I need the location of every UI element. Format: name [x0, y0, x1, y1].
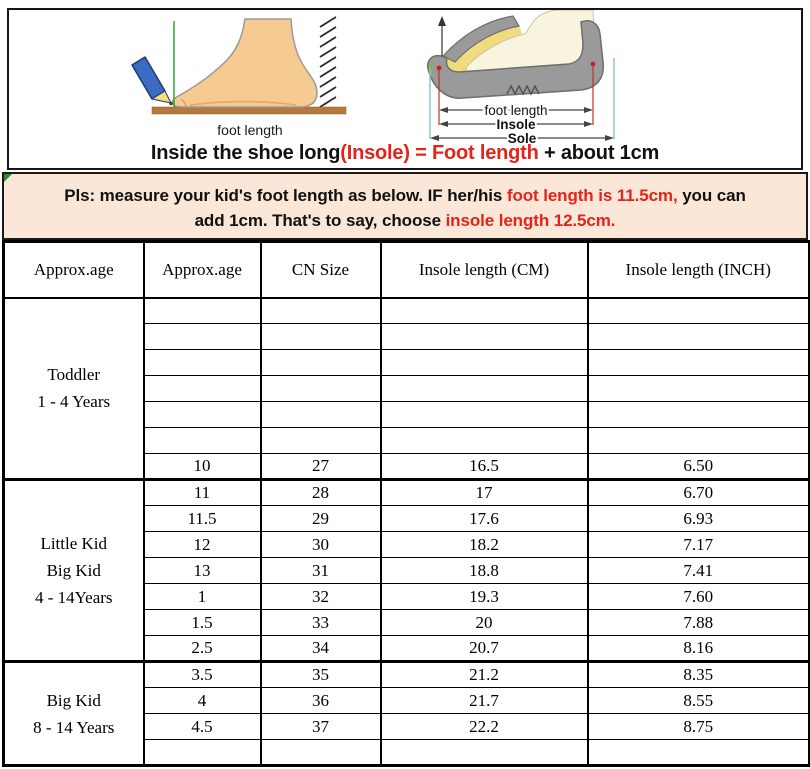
cell-insole-inch	[588, 324, 810, 350]
cell-insole-cm	[381, 298, 588, 324]
age-group-line: 4 - 14Years	[34, 588, 113, 607]
cell-age: 1.5	[144, 610, 261, 636]
cell-insole-inch: 7.17	[588, 532, 810, 558]
table-row	[4, 662, 810, 688]
cell-cn-size: 29	[261, 506, 381, 532]
comment-marker-icon	[4, 174, 12, 182]
header-approx-age-2: Approx.age	[144, 242, 261, 298]
svg-text:Insole: Insole	[496, 117, 536, 132]
shoe-cross-section-illustration	[421, 10, 626, 146]
cell-insole-cm: 17	[381, 480, 588, 506]
cell-age	[144, 402, 261, 428]
cell-age: 12	[144, 532, 261, 558]
cell-insole-cm: 21.7	[381, 688, 588, 714]
cell-age: 2.5	[144, 636, 261, 662]
cell-insole-inch	[588, 428, 810, 454]
cell-age	[144, 740, 261, 766]
cell-cn-size: 37	[261, 714, 381, 740]
cell-age: 4.5	[144, 714, 261, 740]
age-group-toddler	[4, 298, 144, 480]
cell-age: 13	[144, 558, 261, 584]
cell-age	[144, 324, 261, 350]
cell-cn-size: 35	[261, 662, 381, 688]
cell-insole-inch	[588, 740, 810, 766]
cell-insole-cm	[381, 324, 588, 350]
up-arrow-icon	[438, 16, 446, 56]
cell-age: 11.5	[144, 506, 261, 532]
header-insole-cm: Insole length (CM)	[381, 242, 588, 298]
cell-age	[144, 428, 261, 454]
cell-insole-cm: 17.6	[381, 506, 588, 532]
cell-insole-cm	[381, 402, 588, 428]
cell-insole-cm: 18.8	[381, 558, 588, 584]
cell-cn-size	[261, 324, 381, 350]
cell-insole-cm: 21.2	[381, 662, 588, 688]
header-insole-inch: Insole length (INCH)	[588, 242, 810, 298]
notice-text: add 1cm. That's to say, choose	[194, 211, 446, 230]
cell-age: 3.5	[144, 662, 261, 688]
cell-cn-size: 33	[261, 610, 381, 636]
pencil-icon	[132, 57, 173, 105]
age-group-line: Toddler	[47, 365, 101, 385]
cell-age: 1	[144, 584, 261, 610]
notice-text-red: foot length is 11.5cm,	[506, 186, 678, 205]
cell-cn-size: 31	[261, 558, 381, 584]
foot-length-caption: foot length	[217, 122, 283, 138]
cell-insole-inch: 6.70	[588, 480, 810, 506]
cell-insole-cm: 20.7	[381, 636, 588, 662]
formula-text-black2: + about 1cm	[538, 142, 660, 164]
cell-cn-size	[261, 376, 381, 402]
wall-hatch-icon	[320, 17, 336, 107]
formula-text-red: (Insole) = Foot length	[340, 142, 539, 164]
cell-cn-size: 30	[261, 532, 381, 558]
notice-line-1	[4, 183, 806, 208]
cell-cn-size	[261, 298, 381, 324]
foot-icon	[172, 19, 317, 107]
cell-insole-inch	[588, 376, 810, 402]
cell-insole-cm	[381, 350, 588, 376]
age-group-little-kid	[4, 480, 144, 662]
cell-cn-size	[261, 428, 381, 454]
cell-insole-inch: 7.41	[588, 558, 810, 584]
cell-insole-inch	[588, 350, 810, 376]
age-group-line: 8 - 14 Years	[33, 717, 115, 737]
cell-insole-cm: 18.2	[381, 532, 588, 558]
cell-age: 4	[144, 688, 261, 714]
cell-cn-size	[261, 740, 381, 766]
toe-marker-dot	[437, 66, 442, 71]
cell-age: 10	[144, 454, 261, 480]
cell-insole-inch: 7.88	[588, 610, 810, 636]
cell-insole-cm: 22.2	[381, 714, 588, 740]
svg-text:Sole: Sole	[507, 131, 537, 146]
svg-text:foot length: foot length	[484, 103, 548, 118]
age-group-big-kid	[4, 662, 144, 766]
cell-insole-inch: 8.16	[588, 636, 810, 662]
cell-insole-cm: 20	[381, 610, 588, 636]
insole-formula	[9, 142, 801, 165]
cell-cn-size: 28	[261, 480, 381, 506]
table-header-row	[4, 242, 810, 298]
age-group-line: Little Kid	[40, 534, 108, 553]
cell-cn-size	[261, 402, 381, 428]
heel-marker-dot	[591, 62, 596, 67]
cell-insole-inch	[588, 298, 810, 324]
measurement-illustration-panel	[7, 8, 803, 170]
insole-dimension	[439, 117, 593, 132]
measurement-notice	[2, 172, 808, 240]
header-approx-age-1: Approx.age	[4, 242, 144, 298]
notice-line-2	[4, 208, 806, 233]
cell-insole-inch: 8.75	[588, 714, 810, 740]
cell-cn-size: 32	[261, 584, 381, 610]
cell-insole-inch: 6.93	[588, 506, 810, 532]
cell-cn-size: 36	[261, 688, 381, 714]
age-group-line: Big Kid	[46, 561, 101, 580]
table-row	[4, 298, 810, 324]
cell-insole-cm: 19.3	[381, 584, 588, 610]
cell-insole-inch: 8.35	[588, 662, 810, 688]
cell-insole-cm: 16.5	[381, 454, 588, 480]
cell-insole-inch	[588, 402, 810, 428]
cell-cn-size: 34	[261, 636, 381, 662]
cell-age	[144, 376, 261, 402]
cell-cn-size	[261, 350, 381, 376]
cell-insole-inch: 6.50	[588, 454, 810, 480]
notice-text: you can	[677, 186, 746, 205]
table-row	[4, 480, 810, 506]
cell-insole-inch: 7.60	[588, 584, 810, 610]
cell-cn-size: 27	[261, 454, 381, 480]
age-group-line: Big Kid	[46, 690, 101, 710]
size-chart-table	[2, 240, 810, 767]
cell-age	[144, 298, 261, 324]
foot-length-dimension	[439, 103, 593, 118]
age-group-line: 1 - 4 Years	[37, 392, 111, 412]
cell-insole-cm	[381, 428, 588, 454]
cell-insole-inch: 8.55	[588, 688, 810, 714]
header-cn-size: CN Size	[261, 242, 381, 298]
cell-insole-cm	[381, 376, 588, 402]
notice-text-red: insole length 12.5cm.	[445, 211, 616, 230]
cell-age: 11	[144, 480, 261, 506]
notice-text: Pls: measure your kid's foot length as below. IF her/his	[64, 186, 507, 205]
formula-text-black: Inside the shoe long	[150, 142, 341, 164]
cell-insole-cm	[381, 740, 588, 766]
floor-bar	[152, 107, 346, 114]
cell-age	[144, 350, 261, 376]
